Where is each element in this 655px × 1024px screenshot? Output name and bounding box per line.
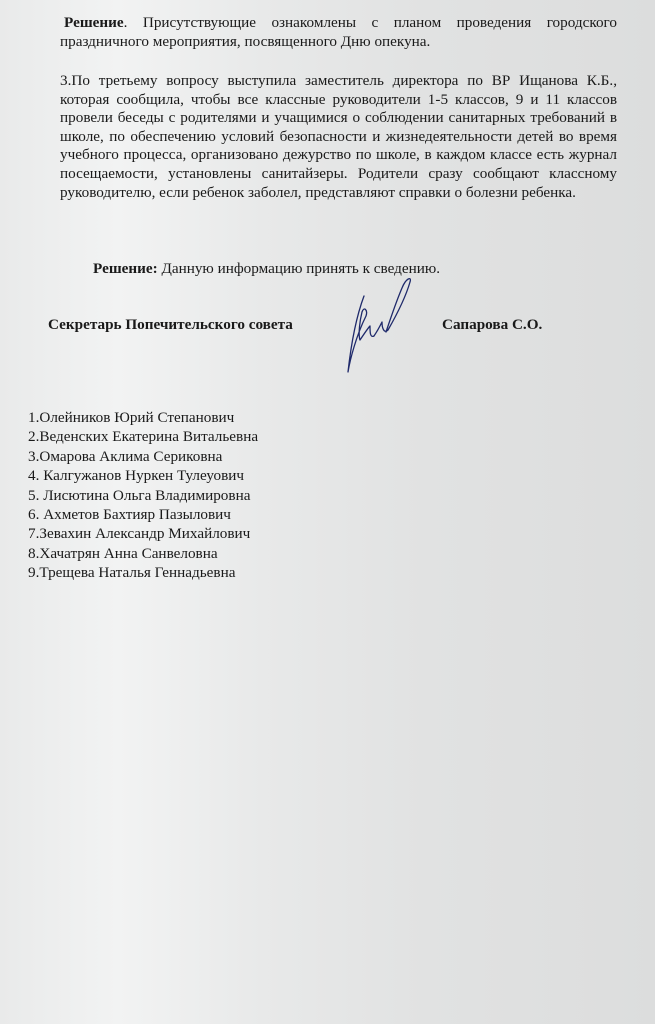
list-item: 5. Лисютина Ольга Владимировна [28,486,251,504]
secretary-role: Секретарь Попечительского совета [48,316,293,333]
members-list [28,408,258,583]
list-item: 8.Хачатрян Анна Санвеловна [28,544,218,562]
list-item: 4. Калгужанов Нуркен Тулеуович [28,467,245,485]
list-item: 1.Олейников Юрий Степанович [28,409,235,426]
handwritten-signature [340,276,420,380]
decision-label: Решение: [93,260,158,277]
agenda-item-3: 3.По третьему вопросу выступила заместитель директора по ВР Ищанова К.Б., которая сообщила, чтобы все классные руководители 1-5 классов, 9 и 11 классов провели беседы с родителями и учащимися о соблюдении санитарных требований в школе, по обеспечению условий безопасности и жизнедеятельности детей во время учебного процесса, организовано дежурство по школе, в каждом классе есть журнал посещаемости, установлены санитайзеры. Родители сразу сообщают классному руководителю, если ребенок заболел, представляют справки о болезни ребенка. [60,72,617,201]
decision-text: . Присутствующие ознакомлены с планом проведения городского праздничного мероприятия, посвященного Дню опекуна. [60,14,617,50]
list-item: 9.Трещева Наталья Геннадьевна [28,564,236,582]
list-item: 7.Зевахин Александр Михайлович [28,525,251,543]
list-item: 2.Веденских Екатерина Витальевна [28,428,259,446]
decision-label: Решение [64,14,124,31]
decision-text: Данную информацию принять к сведению. [157,260,441,277]
decision-paragraph-1 [60,14,617,51]
list-item: 3.Омарова Аклима Сериковна [28,447,223,465]
list-item: 6. Ахметов Бахтияр Пазылович [28,506,231,524]
secretary-name: Сапарова С.О. [442,316,543,333]
